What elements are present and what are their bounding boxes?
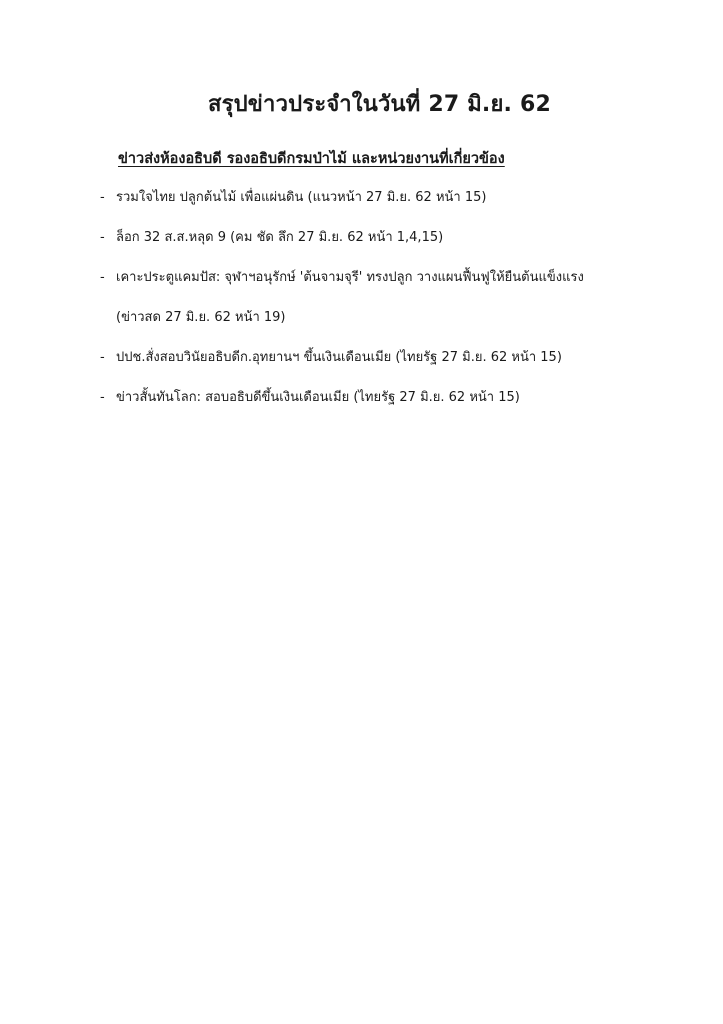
news-item-source: (ข่าวสด 27 มิ.ย. 62 หน้า 19) xyxy=(116,310,286,325)
news-item-text: เคาะประตูแคมปัส: จุฬาฯอนุรักษ์ 'ต้นจามจุรี' ทรงปลูก วางแผนฟื้นฟูให้ยืนต้นแข็งแรง xyxy=(116,270,584,285)
news-item xyxy=(100,388,620,408)
bullet-dash: - xyxy=(100,270,105,285)
news-item xyxy=(100,188,620,208)
news-list xyxy=(100,188,620,428)
news-item xyxy=(100,228,620,248)
news-item-text: ปปช.สั่งสอบวินัยอธิบดีก.อุทยานฯ ขึ้นเงินเดือนเมีย (ไทยรัฐ 27 มิ.ย. 62 หน้า 15) xyxy=(116,350,562,365)
section-heading: ข่าวส่งห้องอธิบดี รองอธิบดีกรมป่าไม้ และหน่วยงานที่เกี่ยวข้อง xyxy=(118,151,505,167)
page-title: สรุปข่าวประจำในวันที่ 27 มิ.ย. 62 xyxy=(208,92,551,117)
news-item-text: ข่าวสั้นทันโลก: สอบอธิบดีขึ้นเงินเดือนเมีย (ไทยรัฐ 27 มิ.ย. 62 หน้า 15) xyxy=(116,390,520,405)
news-item-text: รวมใจไทย ปลูกต้นไม้ เพื่อแผ่นดิน (แนวหน้า 27 มิ.ย. 62 หน้า 15) xyxy=(116,190,487,205)
news-item xyxy=(100,268,620,328)
bullet-dash: - xyxy=(100,350,105,365)
news-item xyxy=(100,348,620,368)
bullet-dash: - xyxy=(100,390,105,405)
bullet-dash: - xyxy=(100,190,105,205)
news-item-text: ล็อก 32 ส.ส.หลุด 9 (คม ชัด ลึก 27 มิ.ย. 62 หน้า 1,4,15) xyxy=(116,230,444,245)
bullet-dash: - xyxy=(100,230,105,245)
